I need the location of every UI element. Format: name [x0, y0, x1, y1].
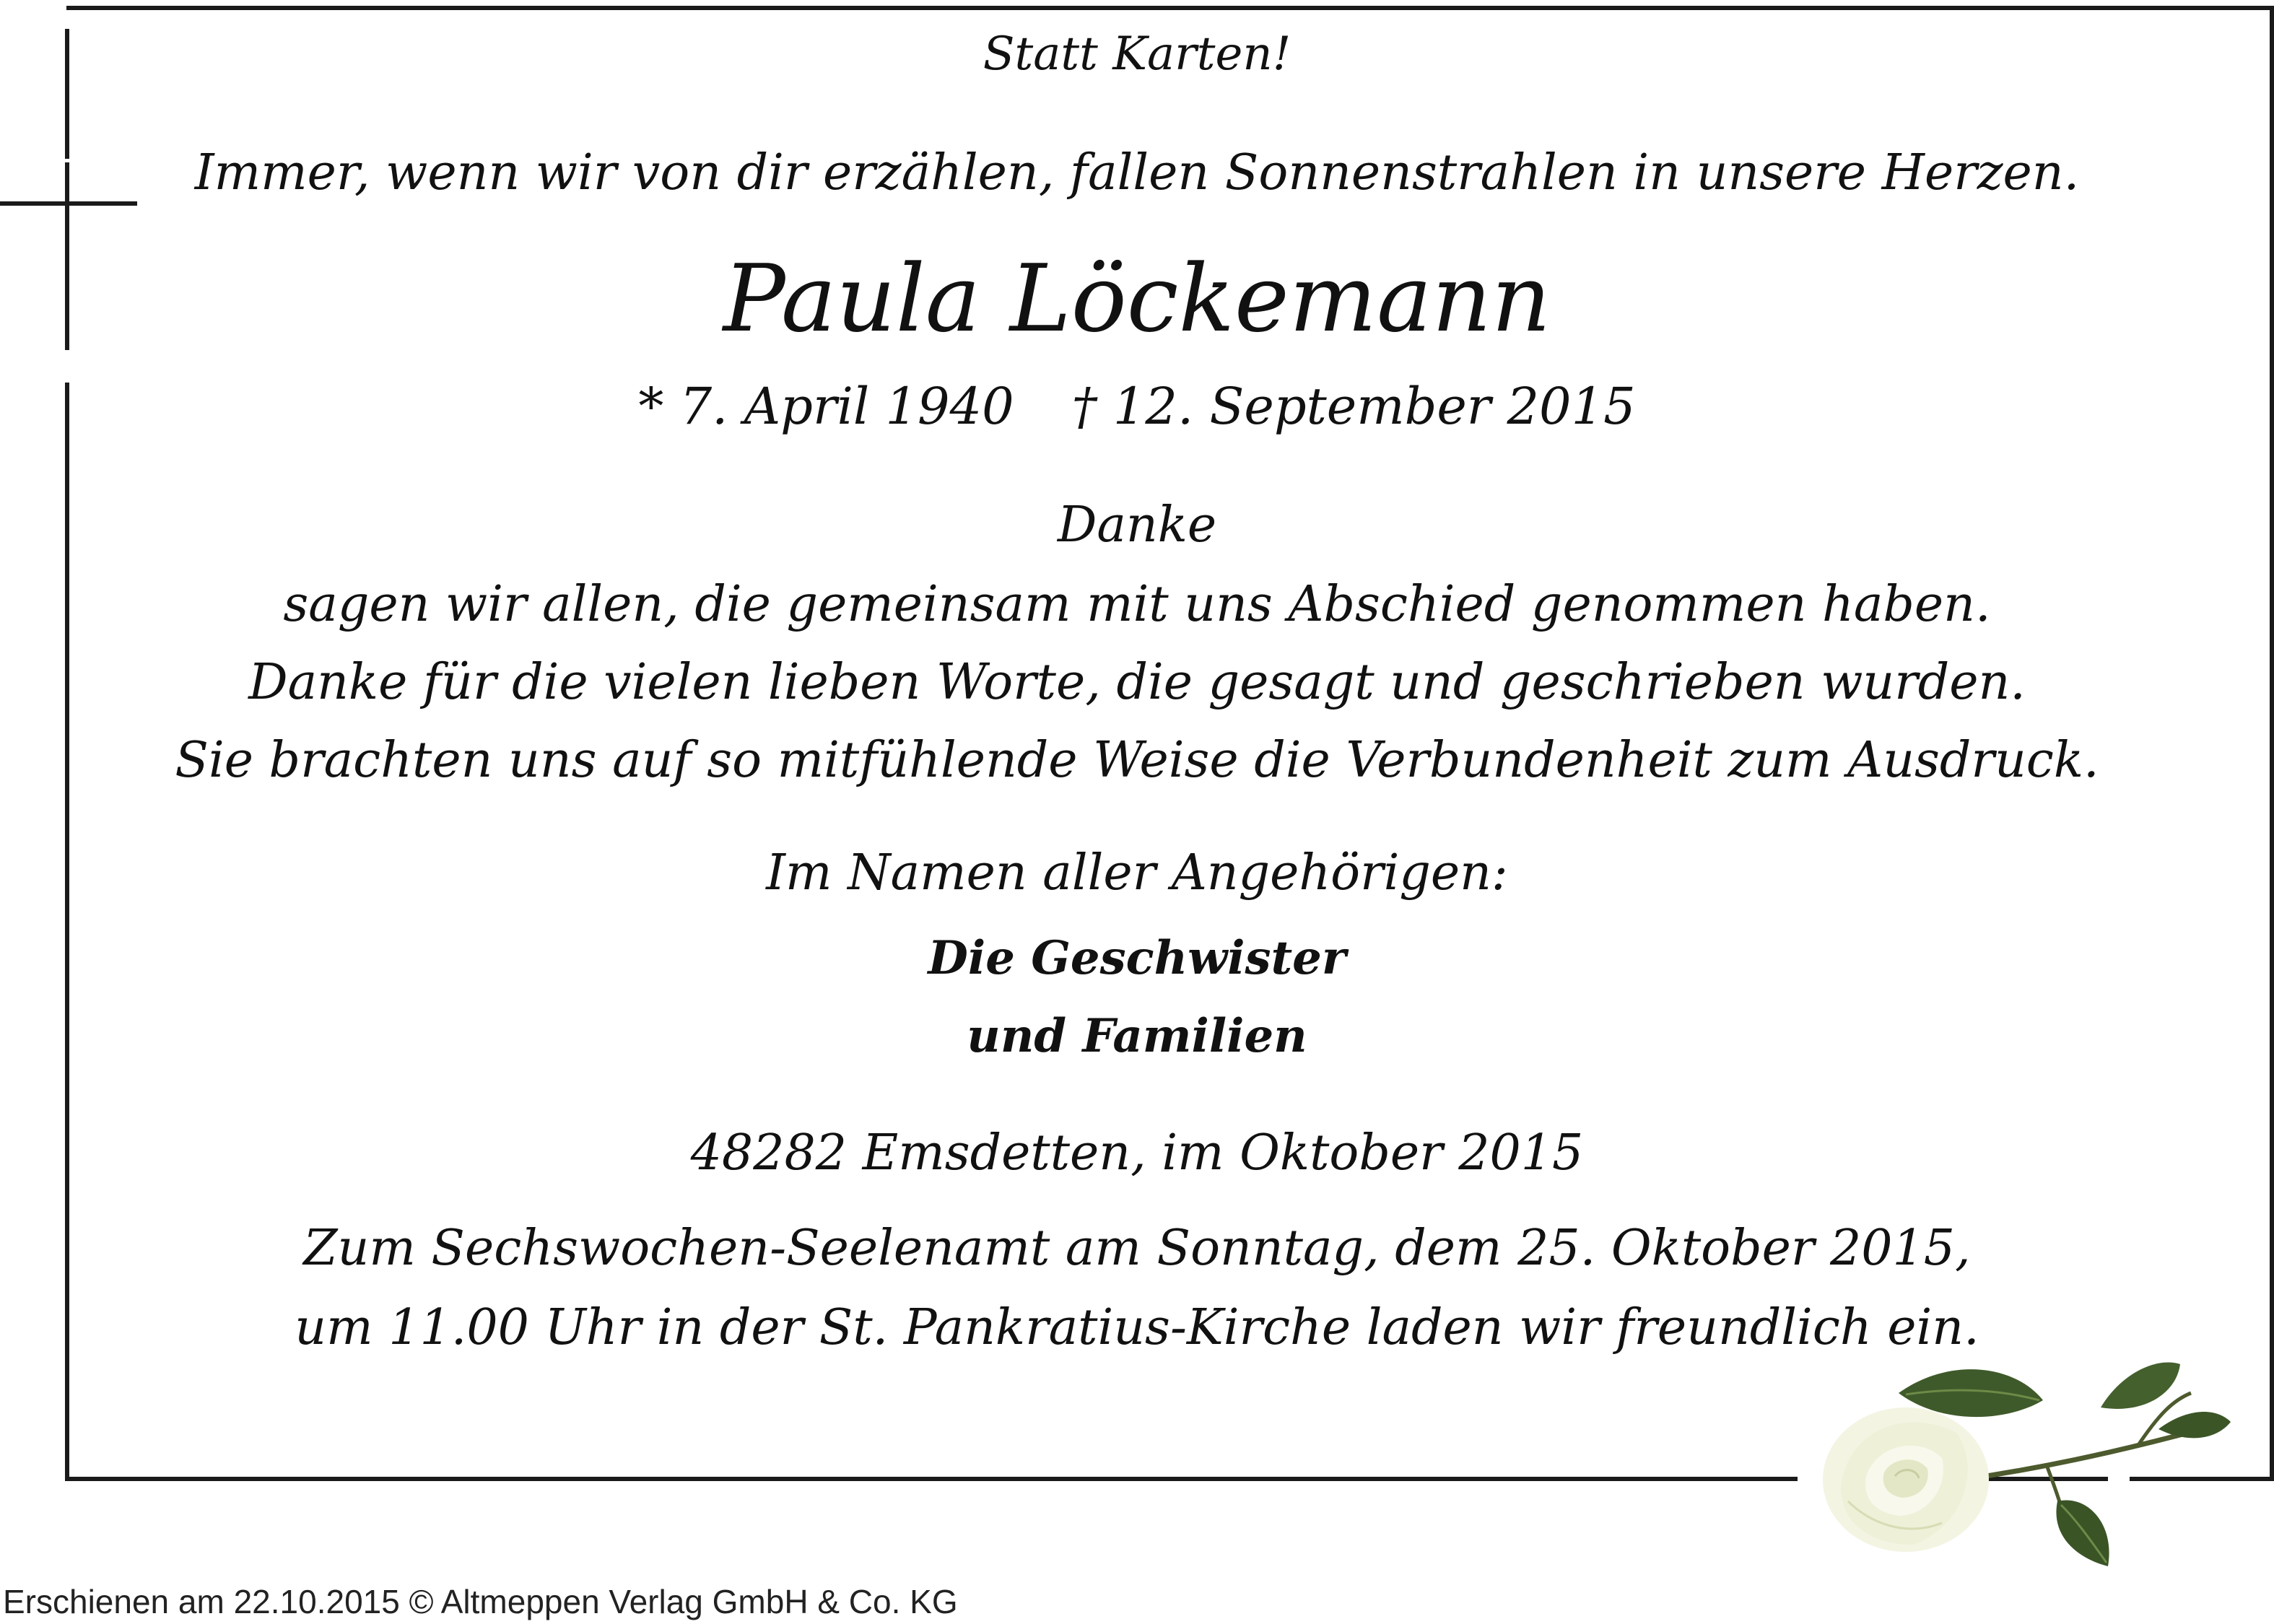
mass-line: um 11.00 Uhr in der St. Pankratius-Kirche laden wir freundlich ein. [295, 1299, 1979, 1356]
life-dates [0, 377, 2274, 436]
frame-top-border [66, 6, 2274, 10]
thanks-line: Sie brachten uns auf so mitfühlende Weise die Verbundenheit zum Ausdruck. [175, 732, 2099, 789]
thanks-line: sagen wir allen, die gemeinsam mit uns Abschied genommen haben. [283, 576, 1991, 633]
thanks-line: Danke für die vielen lieben Worte, die gesagt und geschrieben wurden. [248, 654, 2026, 711]
publication-footer: Erschienen am 22.10.2015 © Altmeppen Verlag GmbH & Co. KG [3, 1583, 958, 1620]
cross-horizontal-bar [0, 201, 137, 206]
on-behalf-line: Im Namen aller Angehörigen: [766, 844, 1508, 902]
signature-line: Die Geschwister [928, 931, 1346, 985]
thanks-word: Danke [1057, 497, 1217, 554]
deceased-name: Paula Löckemann [723, 245, 1551, 353]
death-date: † 12. September 2015 [1071, 377, 1636, 436]
notice-motto: Immer, wenn wir von dir erzählen, fallen Sonnenstrahlen in unsere Herzen. [194, 144, 2080, 201]
birth-date: * 7. April 1940 [638, 377, 1014, 436]
place-date-line: 48282 Emsdetten, im Oktober 2015 [690, 1125, 1584, 1182]
notice-header: Statt Karten! [983, 27, 1291, 81]
signature-line: und Familien [967, 1009, 1307, 1063]
white-rose-icon [1798, 1306, 2260, 1624]
mass-line: Zum Sechswochen-Seelenamt am Sonntag, dem 25. Oktober 2015, [303, 1220, 1971, 1277]
frame-bottom-border [66, 1477, 1798, 1481]
